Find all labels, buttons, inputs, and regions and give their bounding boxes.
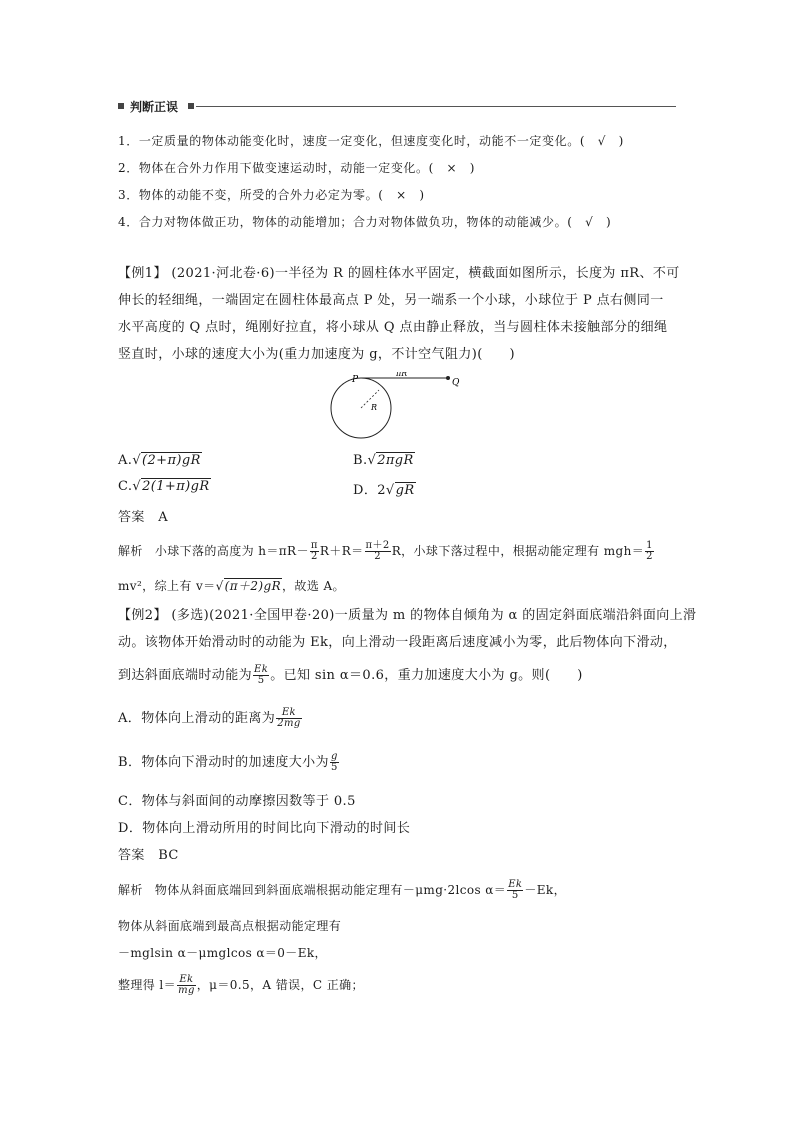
section-header [118, 98, 676, 114]
ball-q [446, 376, 450, 380]
judgment-item: 1．一定质量的物体动能变化时，速度一定变化，但速度变化时，动能不一定变化。( √ ) [118, 134, 624, 148]
example2-line: 到达斜面底端时动能为 $\frac{Ek}{5}$ 。已知 sin α＝0.6，重力加速度大小为 g。则( ) [118, 663, 583, 686]
judgment-item: 4．合力对物体做正功，物体的动能增加；合力对物体做负功，物体的动能减少。( √ ) [118, 215, 612, 229]
section-marker-icon [188, 103, 194, 109]
solution-1-line1: 解析 小球下落的高度为 h＝πR－ $\frac{\pi}{2}$ R＋R＝ $\frac{\pi+2}{2}$ R，小球下落过程中，根据动能定理有 mgh＝ $\frac{1}{2}$ [118, 539, 653, 562]
example2-line: 【例2】 (多选)(2021·全国甲卷·20)一质量为 m 的物体自倾角为 α 的固定斜面底端沿斜面向上滑 [118, 608, 697, 623]
section-divider [196, 106, 676, 107]
fraction: $\frac{Ek}{mg}$ [178, 973, 195, 996]
section-title: 判断正误 [130, 100, 179, 114]
answer-1: 答案 A [118, 510, 168, 525]
fraction: $\frac{g}{5}$ [330, 750, 338, 773]
example1-line: 【例1】 (2021·河北卷·6)一半径为 R 的圆柱体水平固定，横截面如图所示，长度为 πR、不可 [118, 266, 680, 281]
label-q: Q [452, 378, 460, 388]
fraction: $\frac{\pi+2}{2}$ [365, 539, 390, 562]
solution-2-line2: 物体从斜面底端到最高点根据动能定理有 [118, 919, 342, 933]
example1-line: 伸长的轻细绳，一端固定在圆柱体最高点 P 处，另一端系一个小球，小球位于 P 点右侧同一 [118, 293, 664, 308]
example1-line: 竖直时，小球的速度大小为(重力加速度为 g，不计空气阻力)( ) [118, 347, 515, 362]
solution-2-line3: －mglsin α－μmglcos α＝0－Ek， [118, 946, 327, 960]
solution-2-line1: 解析 物体从斜面底端回到斜面底端根据动能定理有－μmg·2lcos α＝ $\frac{Ek}{5}$ －Ek， [118, 878, 566, 901]
label-p: P [352, 375, 359, 385]
section-marker-icon [118, 103, 124, 109]
option-a: A.√(2+π)gR [118, 453, 201, 468]
fraction: $\frac{1}{2}$ [646, 539, 653, 562]
fraction: $\frac{\pi}{2}$ [310, 539, 318, 562]
option-b: B.√2πgR [353, 453, 414, 468]
solution-2-line4: 整理得 l＝ $\frac{Ek}{mg}$ ，μ＝0.5，A 错误，C 正确； [118, 973, 364, 996]
option-d: D．2√gR [353, 483, 415, 498]
judgment-item: 2．物体在合外力作用下做变速运动时，动能一定变化。( × ) [118, 161, 476, 175]
option-c: C.√2(1+π)gR [118, 479, 210, 494]
option-2d: D．物体向上滑动所用的时间比向下滑动的时间长 [118, 821, 411, 836]
option-2c: C．物体与斜面间的动摩擦因数等于 0.5 [118, 794, 356, 809]
answer-2: 答案 BC [118, 848, 179, 863]
option-2b: B．物体向下滑动时的加速度大小为 $\frac{g}{5}$ [118, 750, 338, 773]
fraction: $\frac{Ek}{5}$ [254, 663, 269, 686]
solution-1-line2: mv²，综上有 v＝√(π＋2)gR，故选 A。 [118, 579, 345, 593]
option-2a: A．物体向上滑动的距离为 $\frac{Ek}{2mg}$ [118, 706, 301, 729]
label-len: πR [396, 372, 408, 378]
fraction: $\frac{Ek}{2mg}$ [277, 706, 301, 729]
judgment-item: 3．物体的动能不变，所受的合外力必定为零。( × ) [118, 188, 425, 202]
fraction: $\frac{Ek}{5}$ [508, 878, 523, 901]
cylinder-figure [330, 372, 470, 442]
label-r: R [371, 403, 378, 412]
example1-line: 水平高度的 Q 点时，绳刚好拉直，将小球从 Q 点由静止释放，当与圆柱体未接触部分的细绳 [118, 320, 668, 335]
example2-line: 动。该物体开始滑动时的动能为 Ek，向上滑动一段距离后速度减小为零，此后物体向下滑动， [118, 635, 677, 650]
